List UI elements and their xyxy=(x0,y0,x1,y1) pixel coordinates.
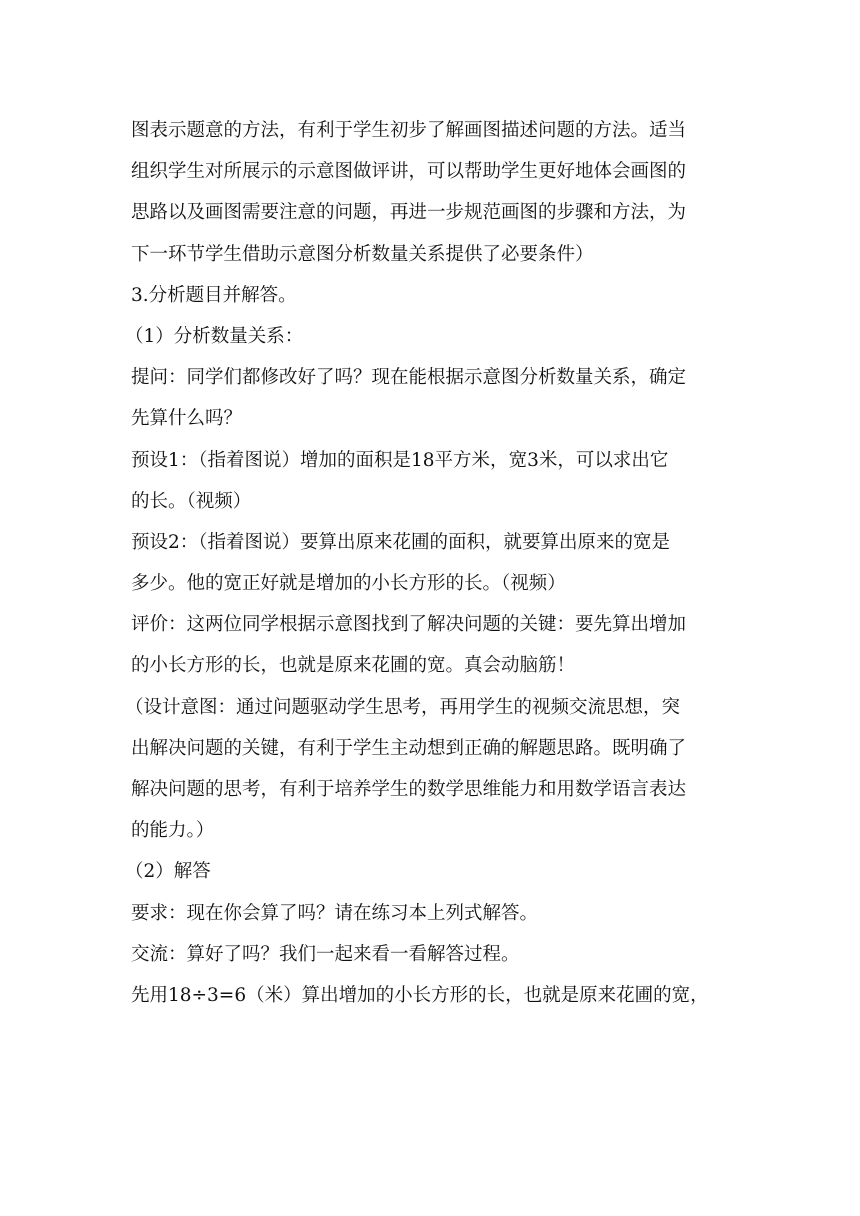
text-line: 交流：算好了吗？我们一起来看一看解答过程。 xyxy=(131,943,520,965)
text-line: 的长。（视频） xyxy=(131,490,252,512)
text-line: 的小长方形的长，也就是原来花圃的宽。真会动脑筋！ xyxy=(131,655,576,677)
subsection-heading: （1）分析数量关系： xyxy=(125,325,304,347)
text-line: 评价：这两位同学根据示意图找到了解决问题的关键：要先算出增加 xyxy=(131,614,687,636)
section-heading: 3.分析题目并解答。 xyxy=(131,284,297,306)
text-line: 思路以及画图需要注意的问题，再进一步规范画图的步骤和方法，为 xyxy=(131,202,687,224)
design-intent-note: （设计意图：通过问题驱动学生思考，再用学生的视频交流思想，突 xyxy=(125,696,681,718)
text-line: 提问：同学们都修改好了吗？现在能根据示意图分析数量关系，确定 xyxy=(131,367,687,389)
text-line: 预设2：（指着图说）要算出原来花圃的面积，就要算出原来的宽是 xyxy=(131,531,671,553)
text-line: 多少。他的宽正好就是增加的小长方形的长。（视频） xyxy=(131,573,566,595)
text-line: 出解决问题的关键，有利于学生主动想到正确的解题思路。既明确了 xyxy=(131,737,687,759)
text-line: 下一环节学生借助示意图分析数量关系提供了必要条件） xyxy=(131,243,594,265)
text-line: 预设1：（指着图说）增加的面积是18平方米，宽3米，可以求出它 xyxy=(131,449,669,471)
text-line: 的能力。） xyxy=(131,820,215,842)
subsection-heading: （2）解答 xyxy=(125,861,211,883)
text-line: 图表示题意的方法，有利于学生初步了解画图描述问题的方法。适当 xyxy=(131,120,687,141)
text-line: 先算什么吗？ xyxy=(131,408,243,430)
text-line: 要求：现在你会算了吗？请在练习本上列式解答。 xyxy=(131,902,539,924)
document-body xyxy=(125,110,731,1016)
text-line: 组织学生对所展示的示意图做评讲，可以帮助学生更好地体会画图的 xyxy=(131,161,687,183)
text-line: 解决问题的思考，有利于培养学生的数学思维能力和用数学语言表达 xyxy=(131,779,687,800)
text-line: 先用18÷3=6（米）算出增加的小长方形的长，也就是原来花圃的宽， xyxy=(131,984,709,1006)
